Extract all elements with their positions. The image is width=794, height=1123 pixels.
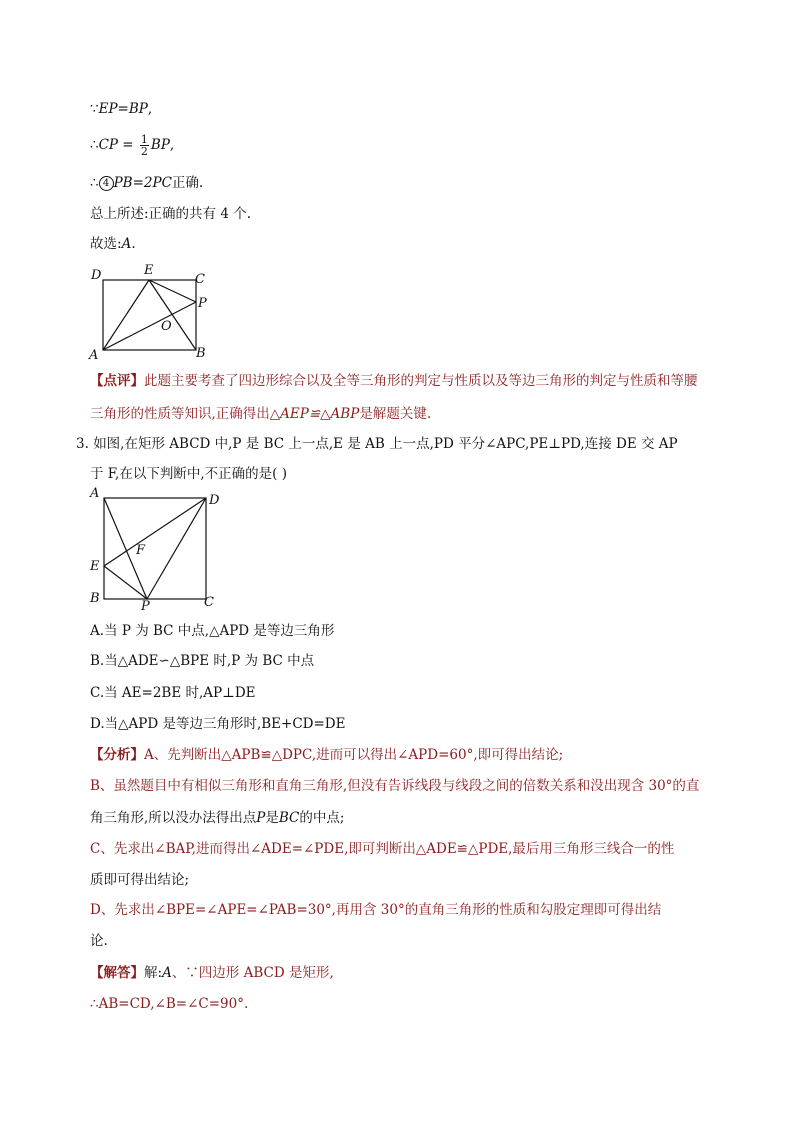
- label-c: C: [204, 595, 214, 610]
- analysis-text: 角三角形,所以没办法得出点: [90, 810, 257, 826]
- option-d: D.当△APD 是等边三角形时,BE+CD=DE: [90, 716, 346, 732]
- label-p: P: [141, 599, 150, 612]
- question-line-2: 于 F,在以下判断中,不正确的是( ): [90, 466, 287, 482]
- analysis-math: BC: [278, 810, 300, 826]
- label-a: A: [90, 486, 100, 501]
- comment-tag: 【点评】: [90, 373, 144, 389]
- solution-math: A: [162, 965, 172, 981]
- proof-math: EP=BP: [98, 101, 148, 117]
- label-e: E: [90, 559, 100, 574]
- label-f: F: [136, 543, 146, 558]
- comment-line-1: [90, 371, 698, 391]
- analysis-text: 是: [265, 810, 279, 826]
- analysis-text: A、先判断出△APB≌△DPC,进而可以得出∠APD=60°,即可得出结论;: [144, 747, 564, 763]
- analysis-math: P: [256, 810, 266, 826]
- solution-tag: 【解答】: [90, 965, 144, 981]
- comment-text: 是解题关键.: [359, 406, 432, 422]
- answer-choice: A: [121, 236, 132, 252]
- option-c: C.当 AE=2BE 时,AP⊥DE: [90, 685, 256, 701]
- comment-text: 此题主要考查了四边形综合以及全等三角形的判定与性质以及等边三角形的判定与性质和等腰: [144, 373, 698, 389]
- proof-line-2: [90, 134, 174, 157]
- label-c: C: [195, 272, 205, 287]
- figure-2-diagram: [86, 484, 226, 612]
- option-a: A.当 P 为 BC 中点,△APD 是等边三角形: [90, 623, 335, 639]
- analysis-tag: 【分析】: [90, 747, 144, 763]
- proof-math: BP: [150, 137, 170, 153]
- label-d: D: [209, 493, 220, 508]
- segment-dp: [147, 498, 206, 599]
- label-p: P: [198, 296, 207, 311]
- segment-ae: [103, 280, 149, 350]
- label-b: B: [196, 346, 206, 361]
- comment-text: 三角形的性质等知识,正确得出: [90, 406, 270, 422]
- analysis-line-d2: 论.: [90, 933, 108, 949]
- solution-text: 、∵四边形 ABCD 是矩形,: [171, 965, 334, 981]
- fraction: [140, 134, 149, 157]
- question-text: 如图,在矩形 ABCD 中,P 是 BC 上一点,E 是 AB 上一点,PD 平分∠APC,PE⊥PD,连接 DE 交 AP: [93, 436, 678, 452]
- analysis-line-c2: 质即可得出结论;: [90, 872, 190, 888]
- fraction-denominator: 2: [140, 145, 148, 158]
- analysis-line-c1: C、先求出∠BAP,进而得出∠ADE=∠PDE,即可判断出△ADE≌△PDE,最后用三角形三线合一的性: [90, 841, 675, 857]
- comment-line-2: [90, 404, 431, 424]
- proof-line-1: [90, 99, 152, 119]
- rectangle-abcd: [104, 498, 206, 599]
- question-line-1: [76, 434, 678, 454]
- answer-label: 故选:: [90, 236, 122, 252]
- label-a: A: [89, 348, 99, 363]
- option-b: B.当△ADE∽△BPE 时,P 为 BC 中点: [90, 653, 315, 669]
- analysis-text: 的中点;: [299, 810, 345, 826]
- punct: ,: [147, 101, 153, 117]
- figure-1-diagram: [86, 258, 216, 363]
- therefore-symbol: ∴: [90, 137, 99, 153]
- label-e: E: [144, 263, 154, 278]
- proof-math: PB=2PC: [113, 175, 172, 191]
- fraction-numerator: 1: [140, 133, 148, 146]
- answer-line: [90, 234, 136, 254]
- solution-text: 解:: [144, 965, 163, 981]
- segment-ap: [103, 302, 196, 350]
- label-d: D: [91, 268, 102, 283]
- solution-line-2: ∴AB=CD,∠B=∠C=90°.: [90, 996, 249, 1012]
- rectangle-abcd: [103, 280, 196, 350]
- segment-de: [104, 498, 206, 566]
- punct: .: [131, 236, 136, 252]
- analysis-line-a: [90, 745, 563, 765]
- analysis-line-b1: B、虽然题目中有相似三角形和直角三角形,但没有告诉线段与线段之间的倍数关系和没出现含 30°的直: [90, 778, 700, 794]
- punct: ,: [169, 137, 175, 153]
- analysis-line-b2: [90, 808, 344, 828]
- solution-line-1: [90, 963, 334, 983]
- comment-math: △AEP≌△ABP: [269, 406, 360, 422]
- proof-text: 正确.: [171, 175, 204, 191]
- proof-line-3: [90, 173, 203, 193]
- question-number: 3.: [76, 436, 89, 452]
- summary-line: 总上所述:正确的共有 4 个.: [90, 206, 252, 222]
- therefore-symbol: ∴: [90, 175, 99, 191]
- because-symbol: ∵: [90, 101, 99, 117]
- analysis-line-d1: D、先求出∠BPE=∠APE=∠PAB=30°,再用含 30°的直角三角形的性质和勾股定理即可得出结: [90, 902, 662, 918]
- proof-math: CP =: [98, 137, 134, 153]
- circled-number: 4: [99, 176, 114, 191]
- label-b: B: [90, 591, 100, 606]
- label-o: O: [161, 319, 172, 334]
